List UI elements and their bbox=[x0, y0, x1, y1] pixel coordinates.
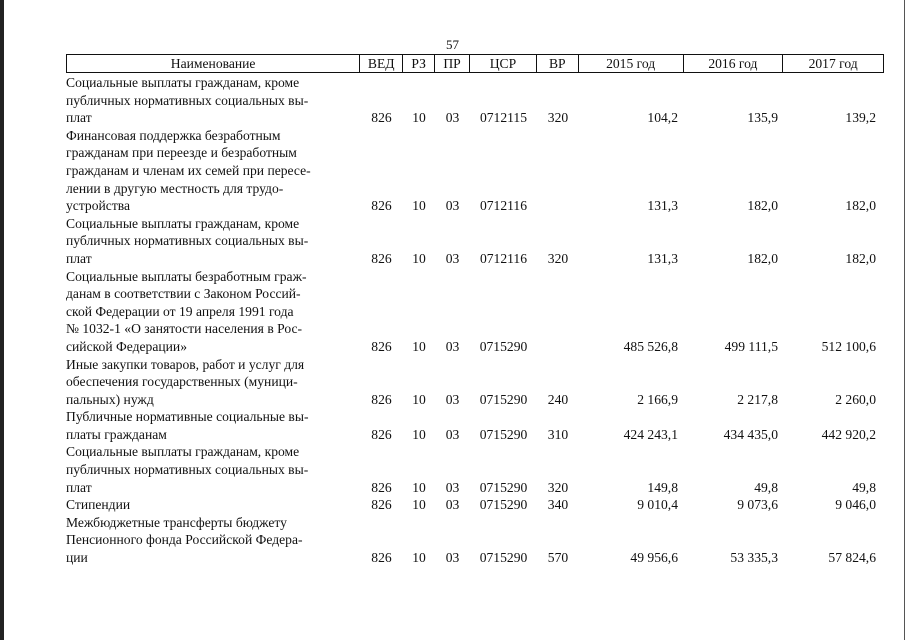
row-csr: 0715290 bbox=[479, 426, 528, 442]
row-2015: 131,3 bbox=[647, 198, 678, 214]
table-row bbox=[66, 127, 884, 215]
row-name: Финансовая поддержка безработным гражданам при переезде и безработным гражданам и членам их семей при пересе- лении в другую местность для трудо- устройства bbox=[66, 127, 311, 214]
row-2015: 2 166,9 bbox=[637, 391, 678, 407]
row-rz: 10 bbox=[412, 250, 426, 266]
row-csr: 0715290 bbox=[479, 497, 528, 513]
row-ved: 826 bbox=[371, 426, 392, 442]
row-rz: 10 bbox=[412, 198, 426, 214]
row-ved: 826 bbox=[371, 391, 392, 407]
row-pr: 03 bbox=[445, 338, 460, 354]
row-pr: 03 bbox=[445, 497, 460, 513]
row-name: Социальные выплаты гражданам, кроме публичных нормативных социальных вы- плат bbox=[66, 215, 309, 266]
row-name: Социальные выплаты гражданам, кроме публичных нормативных социальных вы- плат bbox=[66, 444, 309, 495]
table-header bbox=[66, 54, 884, 73]
row-2016: 182,0 bbox=[747, 250, 778, 266]
row-csr: 0715290 bbox=[479, 550, 528, 566]
row-2017: 182,0 bbox=[845, 198, 876, 214]
table-row bbox=[66, 514, 884, 567]
row-pr: 03 bbox=[445, 550, 460, 566]
row-2016: 499 111,5 bbox=[724, 338, 778, 354]
row-pr: 03 bbox=[445, 198, 460, 214]
row-rz: 10 bbox=[412, 550, 426, 566]
table-row bbox=[66, 268, 884, 356]
row-2017: 57 824,6 bbox=[828, 550, 876, 566]
row-2016: 182,0 bbox=[747, 198, 778, 214]
row-2016: 53 335,3 bbox=[730, 550, 778, 566]
row-name: Стипендии bbox=[66, 497, 131, 513]
row-rz: 10 bbox=[412, 391, 426, 407]
row-ved: 826 bbox=[371, 338, 392, 354]
row-ved: 826 bbox=[371, 110, 392, 126]
table-row bbox=[66, 356, 884, 409]
row-csr: 0715290 bbox=[479, 391, 528, 407]
row-2017: 512 100,6 bbox=[821, 338, 876, 354]
row-2015: 9 010,4 bbox=[637, 497, 678, 513]
row-2015: 49 956,6 bbox=[630, 550, 678, 566]
scan-left-edge bbox=[0, 0, 4, 640]
row-name: Межбюджетные трансферты бюджету Пенсионного фонда Российской Федера- ции bbox=[66, 514, 303, 566]
row-name: Публичные нормативные социальные вы- платы гражданам bbox=[66, 409, 309, 442]
row-pr: 03 bbox=[445, 426, 460, 442]
row-vr: 320 bbox=[547, 250, 569, 266]
header-vr: ВР bbox=[537, 55, 579, 72]
row-ved: 826 bbox=[371, 250, 392, 266]
header-pr: ПР bbox=[435, 55, 470, 72]
row-2016: 9 073,6 bbox=[737, 497, 778, 513]
header-ved: ВЕД bbox=[360, 55, 403, 72]
header-2017: 2017 год bbox=[808, 56, 858, 71]
row-2015: 424 243,1 bbox=[623, 426, 678, 442]
row-csr: 0715290 bbox=[479, 479, 528, 495]
row-vr: 240 bbox=[547, 391, 569, 407]
row-ved: 826 bbox=[371, 479, 392, 495]
table-row bbox=[66, 496, 884, 514]
row-rz: 10 bbox=[412, 479, 426, 495]
row-2016: 49,8 bbox=[754, 479, 778, 495]
table-body bbox=[66, 74, 884, 567]
row-csr: 0712116 bbox=[479, 198, 528, 214]
row-csr: 0712116 bbox=[479, 250, 528, 266]
table-row bbox=[66, 215, 884, 268]
row-name: Иные закупки товаров, работ и услуг для обеспечения государственных (муници- пальных) нужд bbox=[66, 356, 305, 407]
row-vr: 340 bbox=[547, 497, 569, 513]
row-2017: 49,8 bbox=[852, 479, 876, 495]
table-row bbox=[66, 443, 884, 496]
row-rz: 10 bbox=[412, 110, 426, 126]
row-2017: 9 046,0 bbox=[835, 497, 876, 513]
row-2015: 131,3 bbox=[647, 250, 678, 266]
row-ved: 826 bbox=[371, 198, 392, 214]
row-csr: 0715290 bbox=[479, 338, 528, 354]
row-pr: 03 bbox=[445, 391, 460, 407]
row-2016: 135,9 bbox=[747, 110, 778, 126]
row-pr: 03 bbox=[445, 110, 460, 126]
row-ved: 826 bbox=[371, 497, 392, 513]
row-rz: 10 bbox=[412, 338, 426, 354]
row-2017: 182,0 bbox=[845, 250, 876, 266]
row-2017: 139,2 bbox=[845, 110, 876, 126]
row-2016: 434 435,0 bbox=[723, 426, 778, 442]
row-pr: 03 bbox=[445, 479, 460, 495]
table-row bbox=[66, 74, 884, 127]
row-2017: 2 260,0 bbox=[835, 391, 876, 407]
row-vr: 320 bbox=[547, 479, 569, 495]
row-vr: 570 bbox=[547, 550, 569, 566]
row-rz: 10 bbox=[412, 426, 426, 442]
header-rz: РЗ bbox=[403, 55, 435, 72]
row-vr: 320 bbox=[547, 110, 569, 126]
row-2015: 104,2 bbox=[647, 110, 678, 126]
header-2016: 2016 год bbox=[684, 55, 784, 72]
header-2015: 2015 год bbox=[579, 55, 684, 72]
row-name: Социальные выплаты безработным граж- данам в соответствии с Законом Россий- ской Федерации от 19 апреля 1991 года № 1032-1 «О занятости населения в Рос- сийской Федерации» bbox=[66, 268, 307, 354]
header-csr: ЦСР bbox=[470, 55, 537, 72]
header-name: Наименование bbox=[67, 55, 360, 72]
row-name: Социальные выплаты гражданам, кроме публичных нормативных социальных вы- плат bbox=[66, 75, 309, 126]
row-2015: 149,8 bbox=[647, 479, 678, 495]
page-number: 57 bbox=[446, 37, 459, 52]
row-vr: 310 bbox=[547, 426, 569, 442]
row-2016: 2 217,8 bbox=[737, 391, 778, 407]
row-pr: 03 bbox=[445, 250, 460, 266]
row-csr: 0712115 bbox=[479, 110, 528, 126]
row-2017: 442 920,2 bbox=[821, 426, 876, 442]
row-rz: 10 bbox=[412, 497, 426, 513]
row-2015: 485 526,8 bbox=[623, 338, 678, 354]
row-ved: 826 bbox=[371, 550, 392, 566]
table-row bbox=[66, 408, 884, 443]
